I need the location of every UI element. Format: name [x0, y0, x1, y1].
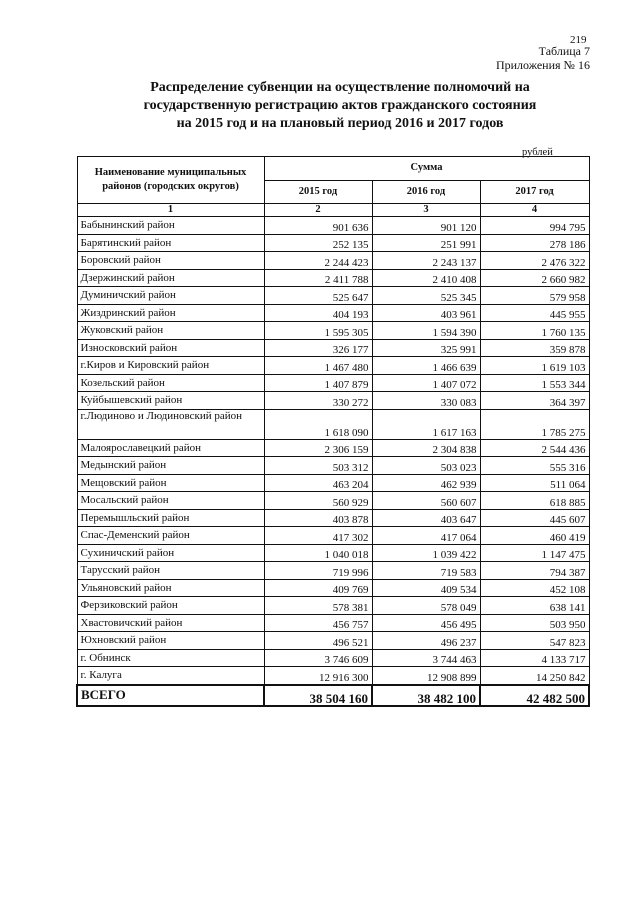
value-2016: 251 991	[372, 234, 480, 252]
header-year-2017: 2017 год	[480, 180, 589, 204]
value-2017: 994 795	[480, 217, 589, 235]
value-2017: 794 387	[480, 562, 589, 580]
value-2016: 1 594 390	[372, 322, 480, 340]
value-2017: 1 760 135	[480, 322, 589, 340]
value-2017: 364 397	[480, 392, 589, 410]
value-2016: 403 961	[372, 304, 480, 322]
value-2015: 252 135	[264, 234, 372, 252]
value-2015: 525 647	[264, 287, 372, 305]
municipality-name: Козельский район	[77, 374, 264, 392]
value-2017: 638 141	[480, 597, 589, 615]
table-row	[77, 339, 589, 357]
municipality-name: Юхновский район	[77, 632, 264, 650]
municipality-name: г. Обнинск	[77, 649, 264, 667]
value-2016: 1 407 072	[372, 374, 480, 392]
table-row	[77, 392, 589, 410]
table-row	[77, 544, 589, 562]
value-2016: 325 991	[372, 339, 480, 357]
table-row	[77, 579, 589, 597]
municipality-name: Малоярославецкий район	[77, 439, 264, 457]
value-2017: 1 785 275	[480, 409, 589, 439]
value-2017: 511 064	[480, 474, 589, 492]
value-2015: 1 467 480	[264, 357, 372, 375]
municipality-name: Износковский район	[77, 339, 264, 357]
value-2015: 3 746 609	[264, 649, 372, 667]
value-2015: 326 177	[264, 339, 372, 357]
value-2015: 2 244 423	[264, 252, 372, 270]
value-2017: 555 316	[480, 457, 589, 475]
value-2017: 2 660 982	[480, 269, 589, 287]
value-2015: 2 411 788	[264, 269, 372, 287]
value-2016: 403 647	[372, 509, 480, 527]
value-2015: 404 193	[264, 304, 372, 322]
value-2016: 1 466 639	[372, 357, 480, 375]
table-row	[77, 457, 589, 475]
table-body	[77, 217, 589, 685]
municipality-name: Боровский район	[77, 252, 264, 270]
column-number: 1	[77, 204, 264, 217]
municipality-name: Думиничский район	[77, 287, 264, 305]
table-row	[77, 527, 589, 545]
subvention-table	[76, 156, 590, 707]
value-2016: 1 617 163	[372, 409, 480, 439]
municipality-name: Хвастовичский район	[77, 614, 264, 632]
table-row	[77, 357, 589, 375]
column-number: 4	[480, 204, 589, 217]
table-row	[77, 287, 589, 305]
value-2015: 417 302	[264, 527, 372, 545]
total-label: ВСЕГО	[77, 685, 264, 706]
value-2017: 445 955	[480, 304, 589, 322]
total-row	[77, 685, 589, 706]
header-year-2016: 2016 год	[372, 180, 480, 204]
value-2017: 547 823	[480, 632, 589, 650]
header-year-2015: 2015 год	[264, 180, 372, 204]
value-2017: 503 950	[480, 614, 589, 632]
table-row	[77, 492, 589, 510]
value-2017: 618 885	[480, 492, 589, 510]
table-row	[77, 234, 589, 252]
municipality-name: Мещовский район	[77, 474, 264, 492]
value-2016: 901 120	[372, 217, 480, 235]
municipality-name: Мосальский район	[77, 492, 264, 510]
appendix-label: Приложения № 16	[495, 58, 590, 72]
table-row	[77, 409, 589, 439]
value-2016: 417 064	[372, 527, 480, 545]
total-2016: 38 482 100	[372, 685, 480, 706]
municipality-name: Ульяновский район	[77, 579, 264, 597]
value-2015: 409 769	[264, 579, 372, 597]
table-row	[77, 252, 589, 270]
value-2017: 359 878	[480, 339, 589, 357]
table-row	[77, 597, 589, 615]
table-row	[77, 509, 589, 527]
value-2017: 579 958	[480, 287, 589, 305]
table-row	[77, 632, 589, 650]
title-line-2: государственную регистрацию актов гражданского состояния	[143, 98, 537, 113]
municipality-name: Дзержинский район	[77, 269, 264, 287]
value-2015: 463 204	[264, 474, 372, 492]
value-2015: 1 040 018	[264, 544, 372, 562]
value-2016: 496 237	[372, 632, 480, 650]
municipality-name: Тарусский район	[77, 562, 264, 580]
value-2016: 1 039 422	[372, 544, 480, 562]
value-2016: 409 534	[372, 579, 480, 597]
municipality-name: г. Калуга	[77, 667, 264, 685]
value-2016: 462 939	[372, 474, 480, 492]
value-2016: 525 345	[372, 287, 480, 305]
header-sum: Сумма	[264, 157, 589, 181]
table-row	[77, 439, 589, 457]
value-2016: 2 243 137	[372, 252, 480, 270]
value-2017: 1 147 475	[480, 544, 589, 562]
value-2015: 1 618 090	[264, 409, 372, 439]
table-row	[77, 667, 589, 685]
value-2015: 1 595 305	[264, 322, 372, 340]
units-label: рублей	[522, 147, 553, 158]
municipality-name: г.Людиново и Людиновский район	[77, 409, 264, 439]
value-2015: 901 636	[264, 217, 372, 235]
annex-label	[470, 44, 590, 72]
municipality-name: Бабынинский район	[77, 217, 264, 235]
municipality-name: Жуковский район	[77, 322, 264, 340]
header-municipality: Наименование муниципальных районов (городских округов)	[77, 157, 264, 204]
municipality-name: Сухиничский район	[77, 544, 264, 562]
value-2016: 2 304 838	[372, 439, 480, 457]
value-2016: 2 410 408	[372, 269, 480, 287]
page-number: 219	[570, 34, 587, 46]
table-row	[77, 562, 589, 580]
value-2016: 560 607	[372, 492, 480, 510]
value-2015: 330 272	[264, 392, 372, 410]
column-number: 2	[264, 204, 372, 217]
municipality-name: Жиздринский район	[77, 304, 264, 322]
municipality-name: Куйбышевский район	[77, 392, 264, 410]
value-2016: 719 583	[372, 562, 480, 580]
value-2016: 578 049	[372, 597, 480, 615]
value-2016: 456 495	[372, 614, 480, 632]
value-2015: 456 757	[264, 614, 372, 632]
value-2017: 452 108	[480, 579, 589, 597]
title-line-1: Распределение субвенции на осуществление полномочий на	[150, 80, 530, 95]
value-2016: 12 908 899	[372, 667, 480, 685]
municipality-name: Ферзиковский район	[77, 597, 264, 615]
value-2015: 578 381	[264, 597, 372, 615]
value-2017: 2 476 322	[480, 252, 589, 270]
document-title	[110, 79, 570, 133]
table-row	[77, 322, 589, 340]
value-2017: 1 553 344	[480, 374, 589, 392]
value-2017: 278 186	[480, 234, 589, 252]
table-row	[77, 474, 589, 492]
municipality-name: Спас-Деменский район	[77, 527, 264, 545]
table-row	[77, 374, 589, 392]
value-2016: 3 744 463	[372, 649, 480, 667]
value-2015: 496 521	[264, 632, 372, 650]
total-2017: 42 482 500	[480, 685, 589, 706]
value-2017: 445 607	[480, 509, 589, 527]
column-number: 3	[372, 204, 480, 217]
table-row	[77, 614, 589, 632]
total-2015: 38 504 160	[264, 685, 372, 706]
table-row	[77, 649, 589, 667]
value-2017: 14 250 842	[480, 667, 589, 685]
value-2015: 719 996	[264, 562, 372, 580]
value-2017: 460 419	[480, 527, 589, 545]
municipality-name: Медынский район	[77, 457, 264, 475]
title-line-3: на 2015 год и на плановый период 2016 и 2017 годов	[176, 116, 504, 131]
municipality-name: Барятинский район	[77, 234, 264, 252]
municipality-name: г.Киров и Кировский район	[77, 357, 264, 375]
value-2016: 503 023	[372, 457, 480, 475]
table-row	[77, 217, 589, 235]
table-row	[77, 304, 589, 322]
value-2015: 560 929	[264, 492, 372, 510]
value-2015: 403 878	[264, 509, 372, 527]
municipality-name: Перемышльский район	[77, 509, 264, 527]
table-label: Таблица 7	[538, 44, 590, 58]
value-2017: 4 133 717	[480, 649, 589, 667]
value-2017: 1 619 103	[480, 357, 589, 375]
value-2016: 330 083	[372, 392, 480, 410]
table-row	[77, 269, 589, 287]
value-2015: 503 312	[264, 457, 372, 475]
value-2015: 2 306 159	[264, 439, 372, 457]
value-2017: 2 544 436	[480, 439, 589, 457]
value-2015: 1 407 879	[264, 374, 372, 392]
value-2015: 12 916 300	[264, 667, 372, 685]
